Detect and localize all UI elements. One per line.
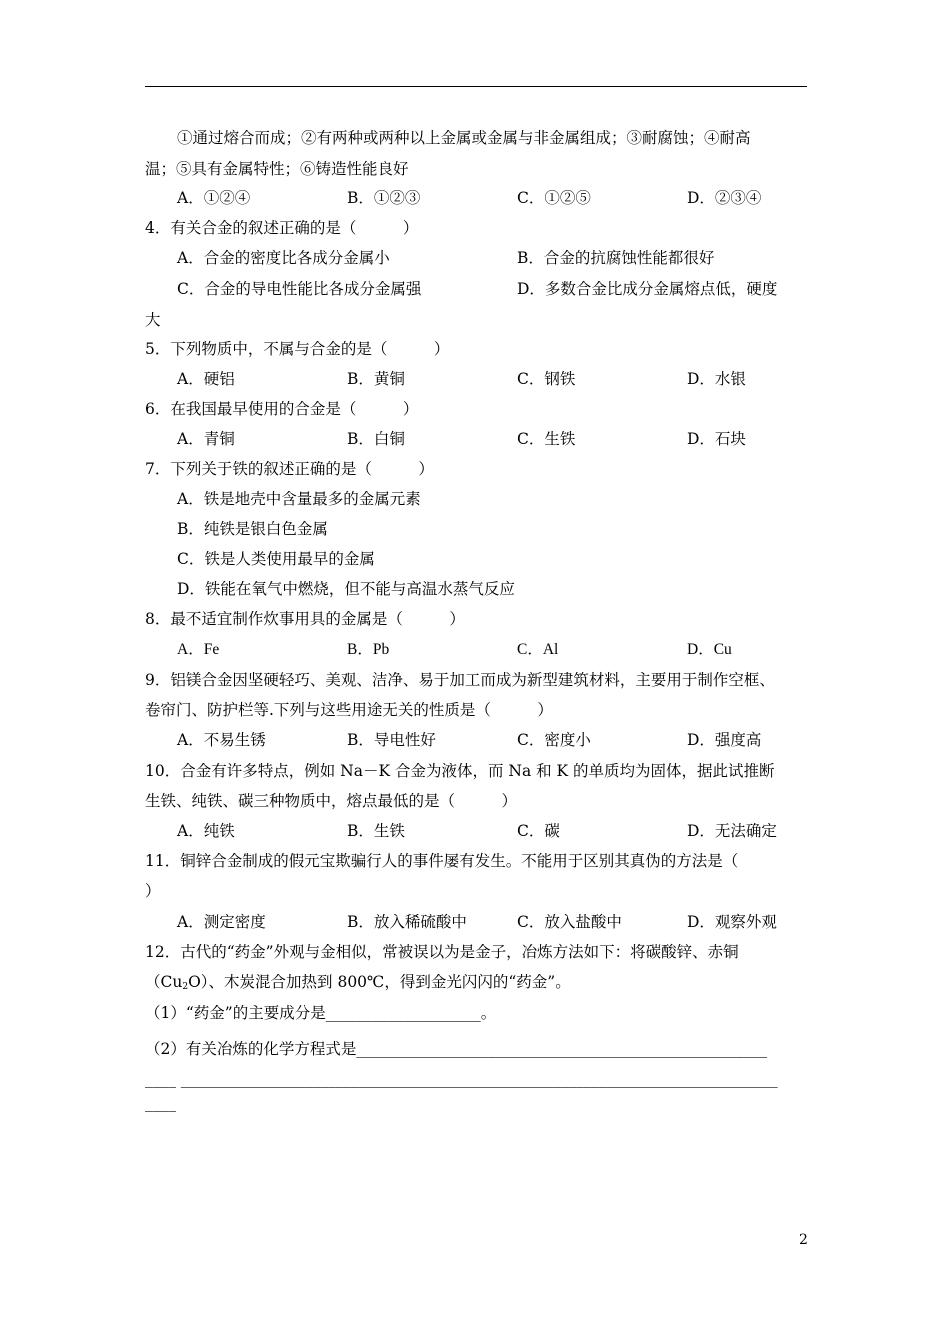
q11-option-b: B．放入稀硫酸中 [347,913,467,931]
q10-stem-line1: 10．合金有许多特点，例如 Na－K 合金为液体，而 Na 和 K 的单质均为固体，据此试推断 [145,762,775,780]
q9-option-d: D．强度高 [687,731,762,749]
q8-option-b: B．Pb [347,641,390,658]
q10-option-b: B．生铁 [347,822,405,840]
q8-option-d: D．Cu [687,641,732,658]
q3-option-c: C．①②⑤ [517,189,591,207]
q7-option-c: C．铁是人类使用最早的金属 [177,550,375,568]
q6-option-b: B．白铜 [347,430,405,448]
q3-statement-line1: ①通过熔合而成；②有两种或两种以上金属或金属与非金属组成；③耐腐蚀；④耐高 [177,129,751,147]
q5-stem: 5．下列物质中，不属与合金的是（ ） [145,340,450,358]
q10-stem-line2: 生铁、纯铁、碳三种物质中，熔点最低的是（ ） [145,792,518,810]
q9-stem-line1: 9．铝镁合金因坚硬轻巧、美观、洁净、易于加工而成为新型建筑材料，主要用于制作空框、 [145,671,775,689]
header-rule [145,86,807,87]
q9-option-b: B．导电性好 [347,731,436,749]
q11-option-a: A．测定密度 [177,913,266,931]
q3-option-b: B．①②③ [347,189,421,207]
q11-stem-line2: ） [145,882,161,900]
q9-option-a: A．不易生锈 [177,731,266,749]
q8-option-c: C．Al [517,641,559,658]
q12-answer-line2: ____ [145,1094,176,1112]
q6-stem: 6．在我国最早使用的合金是（ ） [145,400,419,418]
q12-answer-line1: ____ _____________________________________________________________________________ [145,1070,778,1088]
q3-option-a: A．①②④ [177,189,251,207]
q5-option-b: B．黄铜 [347,370,405,388]
q11-stem-line1: 11．铜锌合金制成的假元宝欺骗行人的事件屡有发生。不能用于区别其真伪的方法是（ [145,852,739,870]
q4-option-d-continued: 大 [145,311,161,329]
q4-option-a: A．合金的密度比各成分金属小 [177,249,390,267]
q5-option-d: D．水银 [687,370,746,388]
q4-stem: 4．有关合金的叙述正确的是（ ） [145,219,419,237]
q3-statement-line2: 温；⑤具有金属特性；⑥铸造性能良好 [145,160,409,178]
q8-stem: 8．最不适宜制作炊事用具的金属是（ ） [145,610,465,628]
q9-option-c: C．密度小 [517,731,591,749]
q6-option-c: C．生铁 [517,430,576,448]
q12-stem-line2: $(Cu_2O)$、木炭混合加热到 800℃，得到金光闪闪的“药金”。 [145,973,571,992]
page-number: 2 [799,1232,808,1248]
q4-option-c: C．合金的导电性能比各成分金属强 [177,280,422,298]
q4-option-d: D．多数合金比成分金属熔点低，硬度 [517,280,778,298]
q6-option-a: A．青铜 [177,430,235,448]
q8-option-a: A．Fe [177,641,220,658]
q10-option-c: C．碳 [517,822,560,840]
q10-option-d: D．无法确定 [687,822,777,840]
q7-option-d: D．铁能在氧气中燃烧，但不能与高温水蒸气反应 [177,580,515,598]
q12-part2: （2）有关冶炼的化学方程式是_____________________________________________________ [145,1040,768,1058]
q7-option-a: A．铁是地壳中含量最多的金属元素 [177,490,421,508]
q6-option-d: D．石块 [687,430,746,448]
q12-stem-line1: 12．古代的“药金”外观与金相似，常被误以为是金子，冶炼方法如下：将碳酸锌、赤铜 [145,943,739,961]
q11-option-d: D．观察外观 [687,913,777,931]
q7-stem: 7．下列关于铁的叙述正确的是（ ） [145,460,434,478]
q7-option-b: B．纯铁是银白色金属 [177,520,328,538]
q10-option-a: A．纯铁 [177,822,235,840]
q4-option-b: B．合金的抗腐蚀性能都很好 [517,249,715,267]
q12-part1: （1）“药金”的主要成分是____________________。 [145,1004,497,1022]
q5-option-a: A．硬铝 [177,370,235,388]
q3-option-d: D．②③④ [687,189,762,207]
q11-option-c: C．放入盐酸中 [517,913,622,931]
q9-stem-line2: 卷帘门、防护栏等.下列与这些用途无关的性质是（ ） [145,701,553,719]
q5-option-c: C．钢铁 [517,370,576,388]
